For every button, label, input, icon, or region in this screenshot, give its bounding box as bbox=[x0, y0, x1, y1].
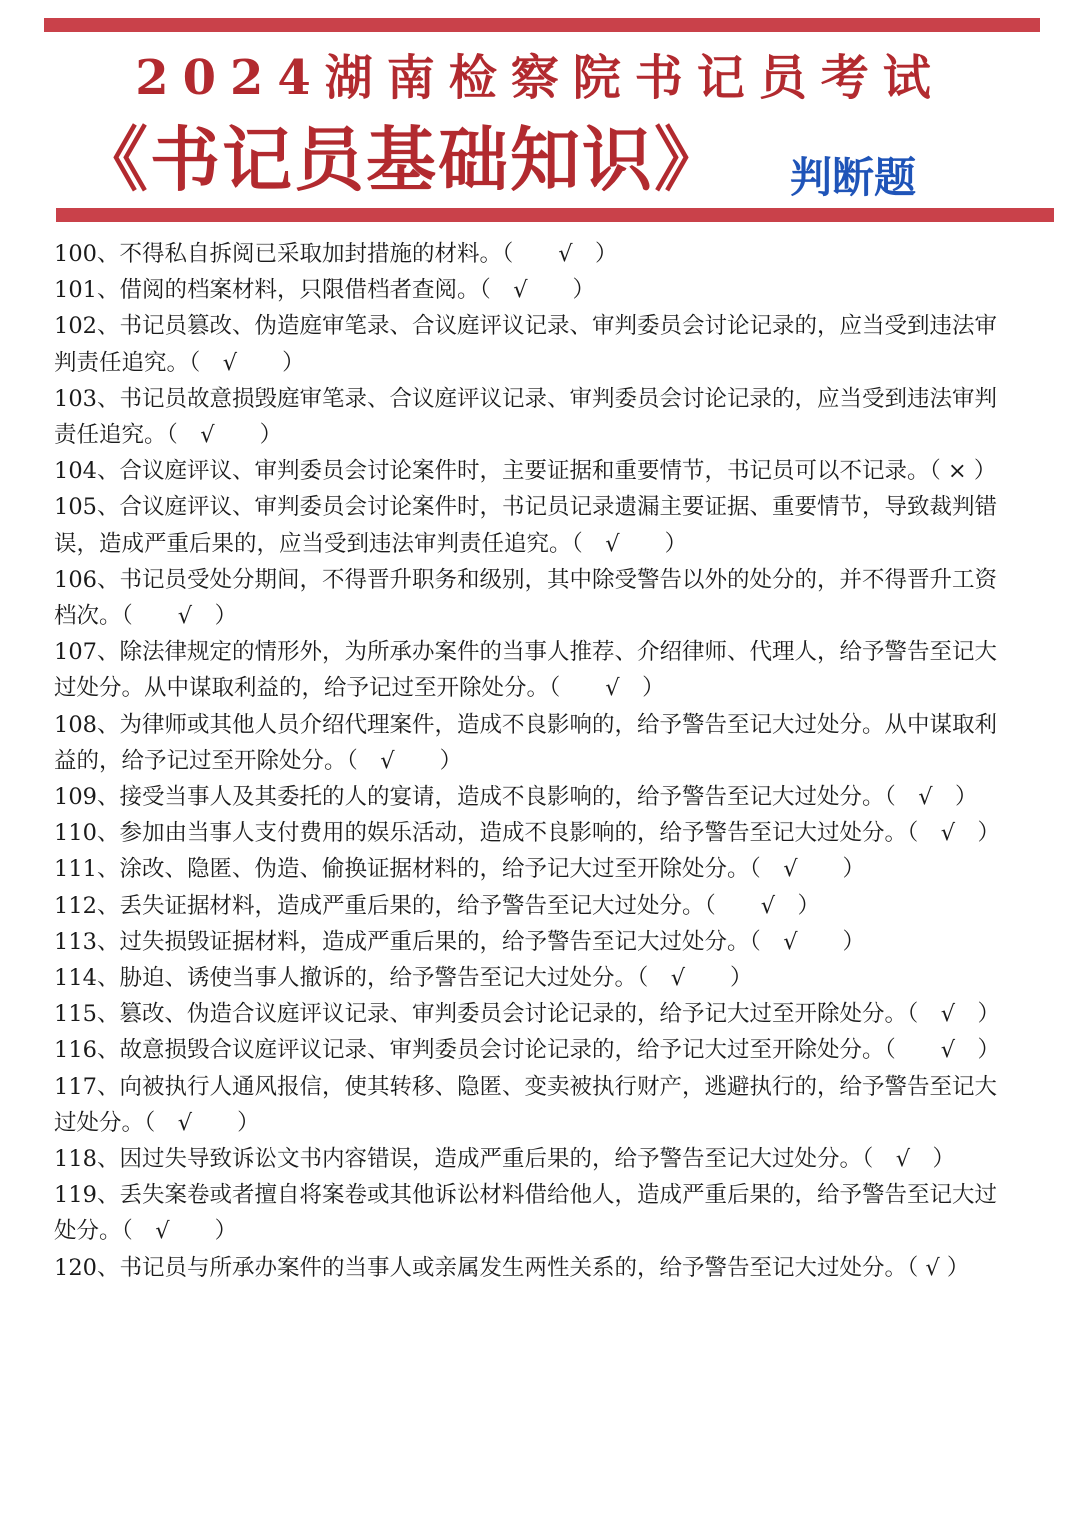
question-item: 113、过失损毁证据材料，造成严重后果的，给予警告至记大过处分。（ √ ） bbox=[54, 928, 866, 955]
question-item: 117、向被执行人通风报信，使其转移、隐匿、变卖被执行财产，逃避执行的，给予警告至记大过处分。（ √ ） bbox=[54, 1073, 997, 1136]
question-item: 102、书记员篡改、伪造庭审笔录、合议庭评议记录、审判委员会讨论记录的，应当受到违法审判责任追究。（ √ ） bbox=[54, 313, 997, 376]
question-item: 108、为律师或其他人员介绍代理案件，造成不良影响的，给予警告至记大过处分。从中谋取利益的，给予记过至开除处分。（ √ ） bbox=[54, 711, 997, 774]
question-item: 118、因过失导致诉讼文书内容错误，造成严重后果的，给予警告至记大过处分。（ √ ） bbox=[54, 1146, 956, 1173]
question-item: 115、篡改、伪造合议庭评议记录、审判委员会讨论记录的，给予记大过至开除处分。（ √ ） bbox=[54, 1001, 1001, 1028]
question-list bbox=[54, 236, 1016, 1286]
question-item: 116、故意损毁合议庭评议记录、审判委员会讨论记录的，给予记大过至开除处分。（ √ ） bbox=[54, 1037, 1001, 1064]
question-item: 112、丢失证据材料，造成严重后果的，给予警告至记大过处分。（ √ ） bbox=[54, 892, 821, 919]
question-item: 104、合议庭评议、审判委员会讨论案件时，主要证据和重要情节，书记员可以不记录。（ × ） bbox=[54, 458, 997, 485]
question-item: 101、借阅的档案材料，只限借档者查阅。（ √ ） bbox=[54, 277, 596, 304]
question-item: 105、合议庭评议、审判委员会讨论案件时，书记员记录遗漏主要证据、重要情节，导致裁判错误，造成严重后果的，应当受到违法审判责任追究。（ √ ） bbox=[54, 494, 997, 557]
question-item: 100、不得私自拆阅已采取加封措施的材料。（ √ ） bbox=[54, 241, 618, 267]
document-subtitle: 《书记员基础知识》 bbox=[78, 118, 726, 201]
question-type-label: 判断题 bbox=[790, 153, 917, 202]
page-title: 2024湖南检察院书记员考试 bbox=[135, 50, 945, 106]
bottom-divider-bar bbox=[56, 208, 1054, 222]
question-item: 103、书记员故意损毁庭审笔录、合议庭评议记录、审判委员会讨论记录的，应当受到违法审判责任追究。（ √ ） bbox=[54, 385, 997, 449]
question-item: 109、接受当事人及其委托的人的宴请，造成不良影响的，给予警告至记大过处分。（ √ ） bbox=[54, 784, 978, 811]
question-item: 111、涂改、隐匿、伪造、偷换证据材料的，给予记大过至开除处分。（ √ ） bbox=[54, 856, 866, 883]
top-divider-bar bbox=[44, 18, 1040, 32]
question-item: 119、丢失案卷或者擅自将案卷或其他诉讼材料借给他人，造成严重后果的，给予警告至记大过处分。（ √ ） bbox=[54, 1182, 997, 1245]
question-item: 110、参加由当事人支付费用的娱乐活动，造成不良影响的，给予警告至记大过处分。（ √ ） bbox=[54, 820, 1001, 847]
question-item: 120、书记员与所承办案件的当事人或亲属发生两性关系的，给予警告至记大过处分。（ √ ） bbox=[54, 1254, 970, 1281]
question-item: 107、除法律规定的情形外，为所承办案件的当事人推荐、介绍律师、代理人，给予警告至记大过处分。从中谋取利益的，给予记过至开除处分。（ √ ） bbox=[54, 639, 997, 702]
question-item: 114、胁迫、诱使当事人撤诉的，给予警告至记大过处分。（ √ ） bbox=[54, 965, 753, 992]
question-item: 106、书记员受处分期间，不得晋升职务和级别，其中除受警告以外的处分的，并不得晋升工资档次。（ √ ） bbox=[54, 566, 997, 630]
